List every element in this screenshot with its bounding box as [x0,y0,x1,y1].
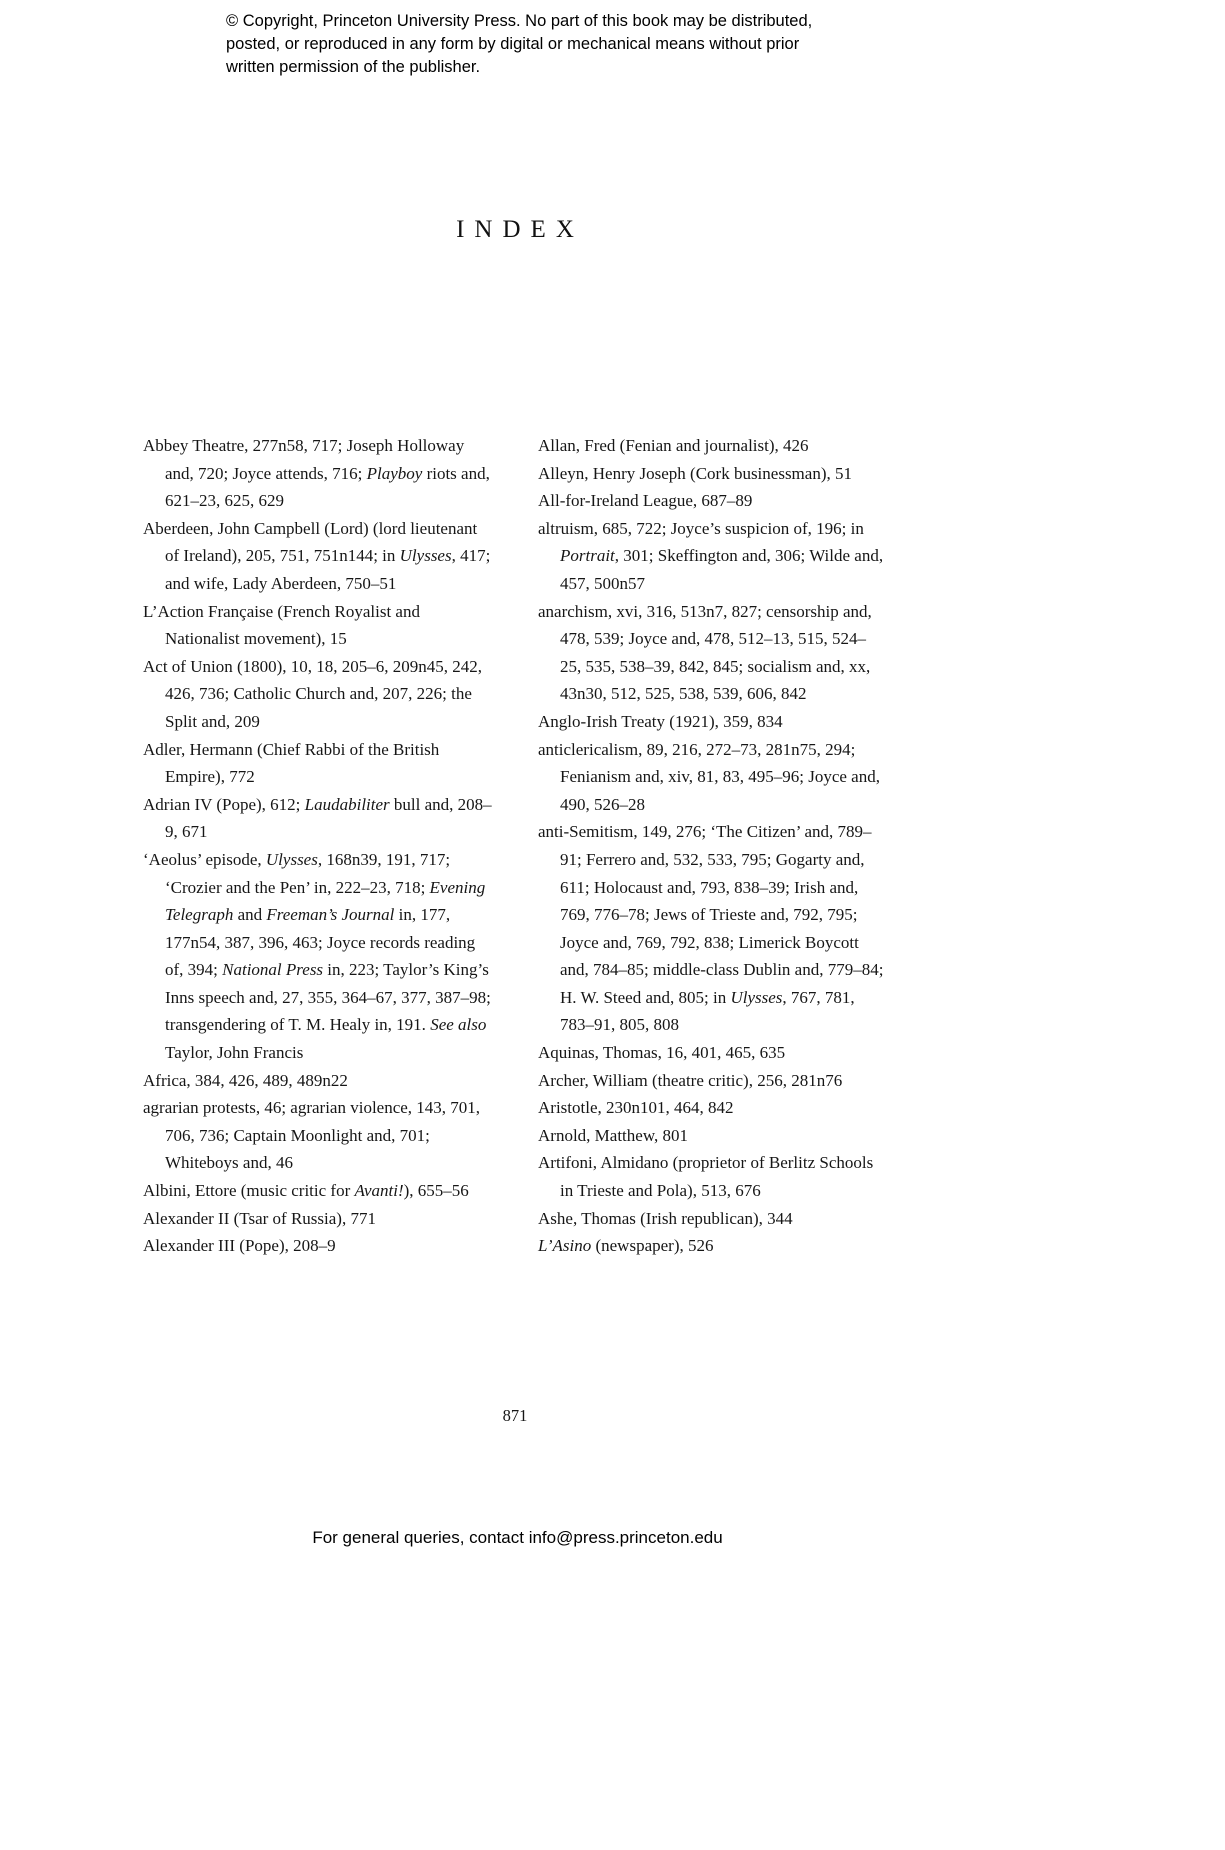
index-entry-text: , 417; and wife, Lady Aberdeen, 750–51 [165,546,491,593]
index-entry-text: ‘Aeolus’ episode, [143,849,266,869]
index-entry-text: Alleyn, Henry Joseph (Cork businessman), 51 [538,463,852,483]
index-entry [538,460,887,488]
page-title: INDEX [456,216,584,243]
index-entry-text: ), 655–56 [403,1181,469,1201]
index-entry [143,1177,492,1205]
index-entry-italic-text: Laudabiliter [304,794,390,814]
index-entry [143,791,492,846]
index-entry-text: , 767, 781, 783–91, 805, 808 [560,987,855,1035]
index-entry-text: Africa, 384, 426, 489, 489n22 [143,1070,348,1090]
index-entry-text: L’Action Française (French Royalist and Nationalist movement), 15 [143,601,420,649]
index-entry [538,1039,887,1067]
index-entry-italic-text: Freeman’s Journal [266,905,395,925]
footer-contact: For general queries, contact info@press.princeton.edu [312,1528,723,1547]
index-entry-text: (newspaper), 526 [591,1236,714,1256]
index-entry-italic-text: National Press [222,960,324,980]
index-entry-text: Alexander II (Tsar of Russia), 771 [143,1208,376,1228]
index-entry-text: Adrian IV (Pope), 612; [143,794,305,814]
index-entry-italic-text: L’Asino [538,1236,592,1256]
index-entry-text: anti-Semitism, 149, 276; ‘The Citizen’ and, 789–91; Ferrero and, 532, 533, 795; Gogarty and, 611; Holocaust and, 793, 838–39; Irish and, 769, 776–78; Jews of Trieste and, 792, 795; Joyce and, 769, 792, 838; Limerick Boycott and, 784–85; middle-class Dublin and, 779–84; H. W. Steed and, 805; in [538,822,884,1007]
index-entry [538,598,887,708]
index-entry-text: altruism, 685, 722; Joyce’s suspicion of, 196; in [538,518,864,538]
index-entry-text: bull and, 208–9, 671 [165,794,492,842]
index-entry-text: , 301; Skeffington and, 306; Wilde and, 457, 500n57 [560,546,884,593]
index-entry-text: Archer, William (theatre critic), 256, 281n76 [538,1070,843,1090]
index-entry-text: Aristotle, 230n101, 464, 842 [538,1098,734,1118]
index-entry-italic-text: Playboy [366,463,423,483]
index-entry-text: Act of Union (1800), 10, 18, 205–6, 209n45, 242, 426, 736; Catholic Church and, 207, 226; the Split and, 209 [143,656,483,731]
index-columns [143,432,887,1260]
index-entry-italic-text: Evening Telegraph [165,877,486,925]
index-entry-italic-text: Ulysses [399,546,452,566]
index-entry [143,846,492,1067]
index-entry-text: Aberdeen, John Campbell (Lord) (lord lieutenant of Ireland), 205, 751, 751n144; in [143,518,478,566]
index-entry [143,598,492,653]
index-entry-italic-text: Ulysses [730,987,783,1007]
index-entry [538,487,887,515]
index-entry-text: agrarian protests, 46; agrarian violence, 143, 701, 706, 736; Captain Moonlight and, 701; Whiteboys and, 46 [143,1098,481,1173]
index-column-right [538,432,887,1260]
index-entry-text: Adler, Hermann (Chief Rabbi of the British Empire), 772 [143,739,440,787]
index-entry-text: Arnold, Matthew, 801 [538,1125,688,1145]
index-entry-text: in, 177, 177n54, 387, 396, 463; Joyce records reading of, 394; [165,905,476,980]
index-entry-text: Ashe, Thomas (Irish republican), 344 [538,1208,793,1228]
index-entry-text: Allan, Fred (Fenian and journalist), 426 [538,436,809,455]
index-entry [143,432,492,515]
index-entry-text: in, 223; Taylor’s King’s Inns speech and, 27, 355, 364–67, 377, 387–98; transgendering of T. M. Healy in, 191. [165,960,491,1035]
index-entry-italic-text: Portrait [560,546,615,566]
index-entry-text: Artifoni, Almidano (proprietor of Berlitz Schools in Trieste and Pola), 513, 676 [538,1153,874,1201]
index-entry-italic-text: See also [430,1015,487,1035]
index-entry-text: and [233,905,267,925]
index-entry-text: Anglo-Irish Treaty (1921), 359, 834 [538,711,783,731]
index-entry-italic-text: Avanti! [354,1181,404,1201]
index-entry [143,1232,492,1260]
index-entry [143,653,492,736]
index-entry [538,432,887,460]
index-entry-text: Taylor, John Francis [165,1043,304,1063]
page-number: 871 [502,1406,528,1425]
index-entry-text: anticlericalism, 89, 216, 272–73, 281n75, 294; Fenianism and, xiv, 81, 83, 495–96; Joyce and, 490, 526–28 [538,739,880,814]
index-entry [143,1205,492,1233]
index-entry [143,736,492,791]
index-entry [538,736,887,819]
index-entry [538,1067,887,1095]
index-entry [538,1094,887,1122]
index-entry-text: Alexander III (Pope), 208–9 [143,1236,336,1256]
index-entry-italic-text: Ulysses [265,849,318,869]
index-entry [143,515,492,598]
index-entry-text: Abbey Theatre, 277n58, 717; Joseph Holloway and, 720; Joyce attends, 716; [143,436,465,483]
index-entry [538,1205,887,1233]
index-entry-text: anarchism, xvi, 316, 513n7, 827; censorship and, 478, 539; Joyce and, 478, 512–13, 515, 524–25, 535, 538–39, 842, 845; socialism and, xx, 43n30, 512, 525, 538, 539, 606, 842 [538,601,872,704]
index-entry [538,1232,887,1260]
index-entry [538,515,887,598]
index-entry-text: All-for-Ireland League, 687–89 [538,491,753,511]
index-entry [143,1067,492,1095]
index-entry [143,1094,492,1177]
copyright-notice: © Copyright, Princeton University Press. No part of this book may be distributed, posted, or reproduced in any form by digital or mechanical means without prior written permission of the publisher. [226,12,813,76]
index-entry-text: riots and, 621–23, 625, 629 [165,463,490,511]
index-entry-text: Aquinas, Thomas, 16, 401, 465, 635 [538,1043,786,1063]
index-entry [538,1149,887,1204]
index-entry-text: , 168n39, 191, 717; ‘Crozier and the Pen’ in, 222–23, 718; [165,849,451,897]
index-column-left [143,432,492,1260]
index-entry-text: Albini, Ettore (music critic for [143,1181,355,1201]
index-entry [538,1122,887,1150]
index-entry [538,708,887,736]
index-entry [538,818,887,1039]
